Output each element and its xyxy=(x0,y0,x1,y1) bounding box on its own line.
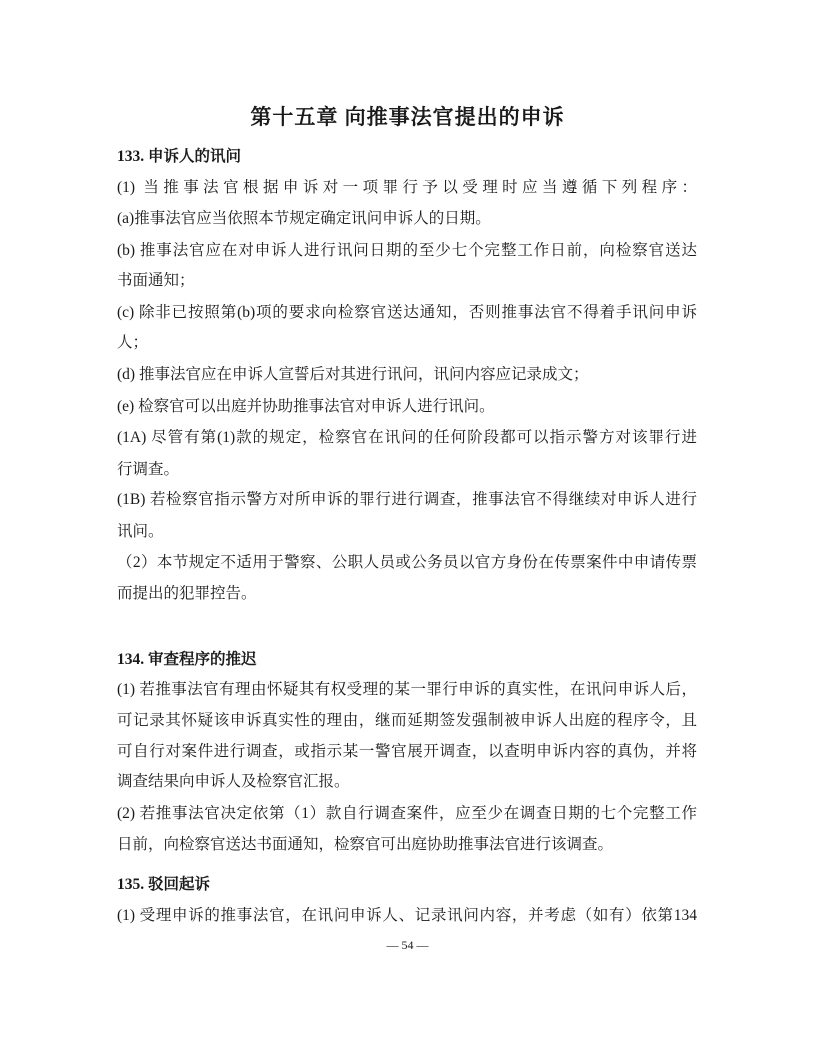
text-line: 讯问。 xyxy=(117,523,164,540)
text-line: (2) 若推事法官决定依第（1）款自行调查案件，应至少在调查日期的七个完整工作 xyxy=(117,805,697,822)
text-line: (c) 除非已按照第(b)项的要求向检察官送达通知，否则推事法官不得着手讯问申诉 xyxy=(117,304,697,321)
text-line: （2）本节规定不适用于警察、公职人员或公务员以官方身份在传票案件中申请传票 xyxy=(117,554,697,571)
text-line: (1A) 尽管有第(1)款的规定，检察官在讯问的任何阶段都可以指示警方对该罪行进 xyxy=(117,429,697,446)
text-line: 书面通知； xyxy=(117,272,195,289)
text-line: 调查结果向申诉人及检察官汇报。 xyxy=(117,773,350,790)
text-line: 人； xyxy=(117,334,149,351)
text-line: (b) 推事法官应在对申诉人进行讯问日期的至少七个完整工作日前，向检察官送达 xyxy=(117,242,697,259)
text-line: 行调查。 xyxy=(117,461,180,478)
text-line: (1) 若推事法官有理由怀疑其有权受理的某一罪行申诉的真实性，在讯问申诉人后， xyxy=(117,681,697,698)
section-heading: 134. 审查程序的推迟 xyxy=(117,651,257,668)
page-number: — 54 — xyxy=(386,938,429,952)
text-line: 日前，向检察官送达书面通知，检察官可出庭协助推事法官进行该调查。 xyxy=(117,836,614,853)
text-line: 可记录其怀疑该申诉真实性的理由，继而延期签发强制被申诉人出庭的程序令，且 xyxy=(117,712,697,729)
section-heading: 135. 驳回起诉 xyxy=(117,876,211,893)
text-line: (e) 检察官可以出庭并协助推事法官对申诉人进行讯问。 xyxy=(117,398,495,415)
text-line: 可自行对案件进行调查，或指示某一警官展开调查，以查明申诉内容的真伪，并将 xyxy=(117,743,697,760)
text-line: (d) 推事法官应在申诉人宣誓后对其进行讯问，讯问内容应记录成文； xyxy=(117,366,589,383)
text-line: (1) 受理申诉的推事法官，在讯问申诉人、记录讯问内容，并考虑（如有）依第134 xyxy=(117,907,697,924)
chapter-title: 第十五章 向推事法官提出的申诉 xyxy=(250,105,565,129)
text-line: (1) 当推事法官根据申诉对一项罪行予以受理时应当遵循下列程序： xyxy=(117,179,697,196)
text-line: (a)推事法官应当依照本节规定确定讯问申诉人的日期。 xyxy=(117,210,491,227)
text-line: (1B) 若检察官指示警方对所申诉的罪行进行调查，推事法官不得继续对申诉人进行 xyxy=(117,491,697,508)
text-line: 而提出的犯罪控告。 xyxy=(117,585,257,602)
section-heading: 133. 申诉人的讯问 xyxy=(117,148,242,165)
